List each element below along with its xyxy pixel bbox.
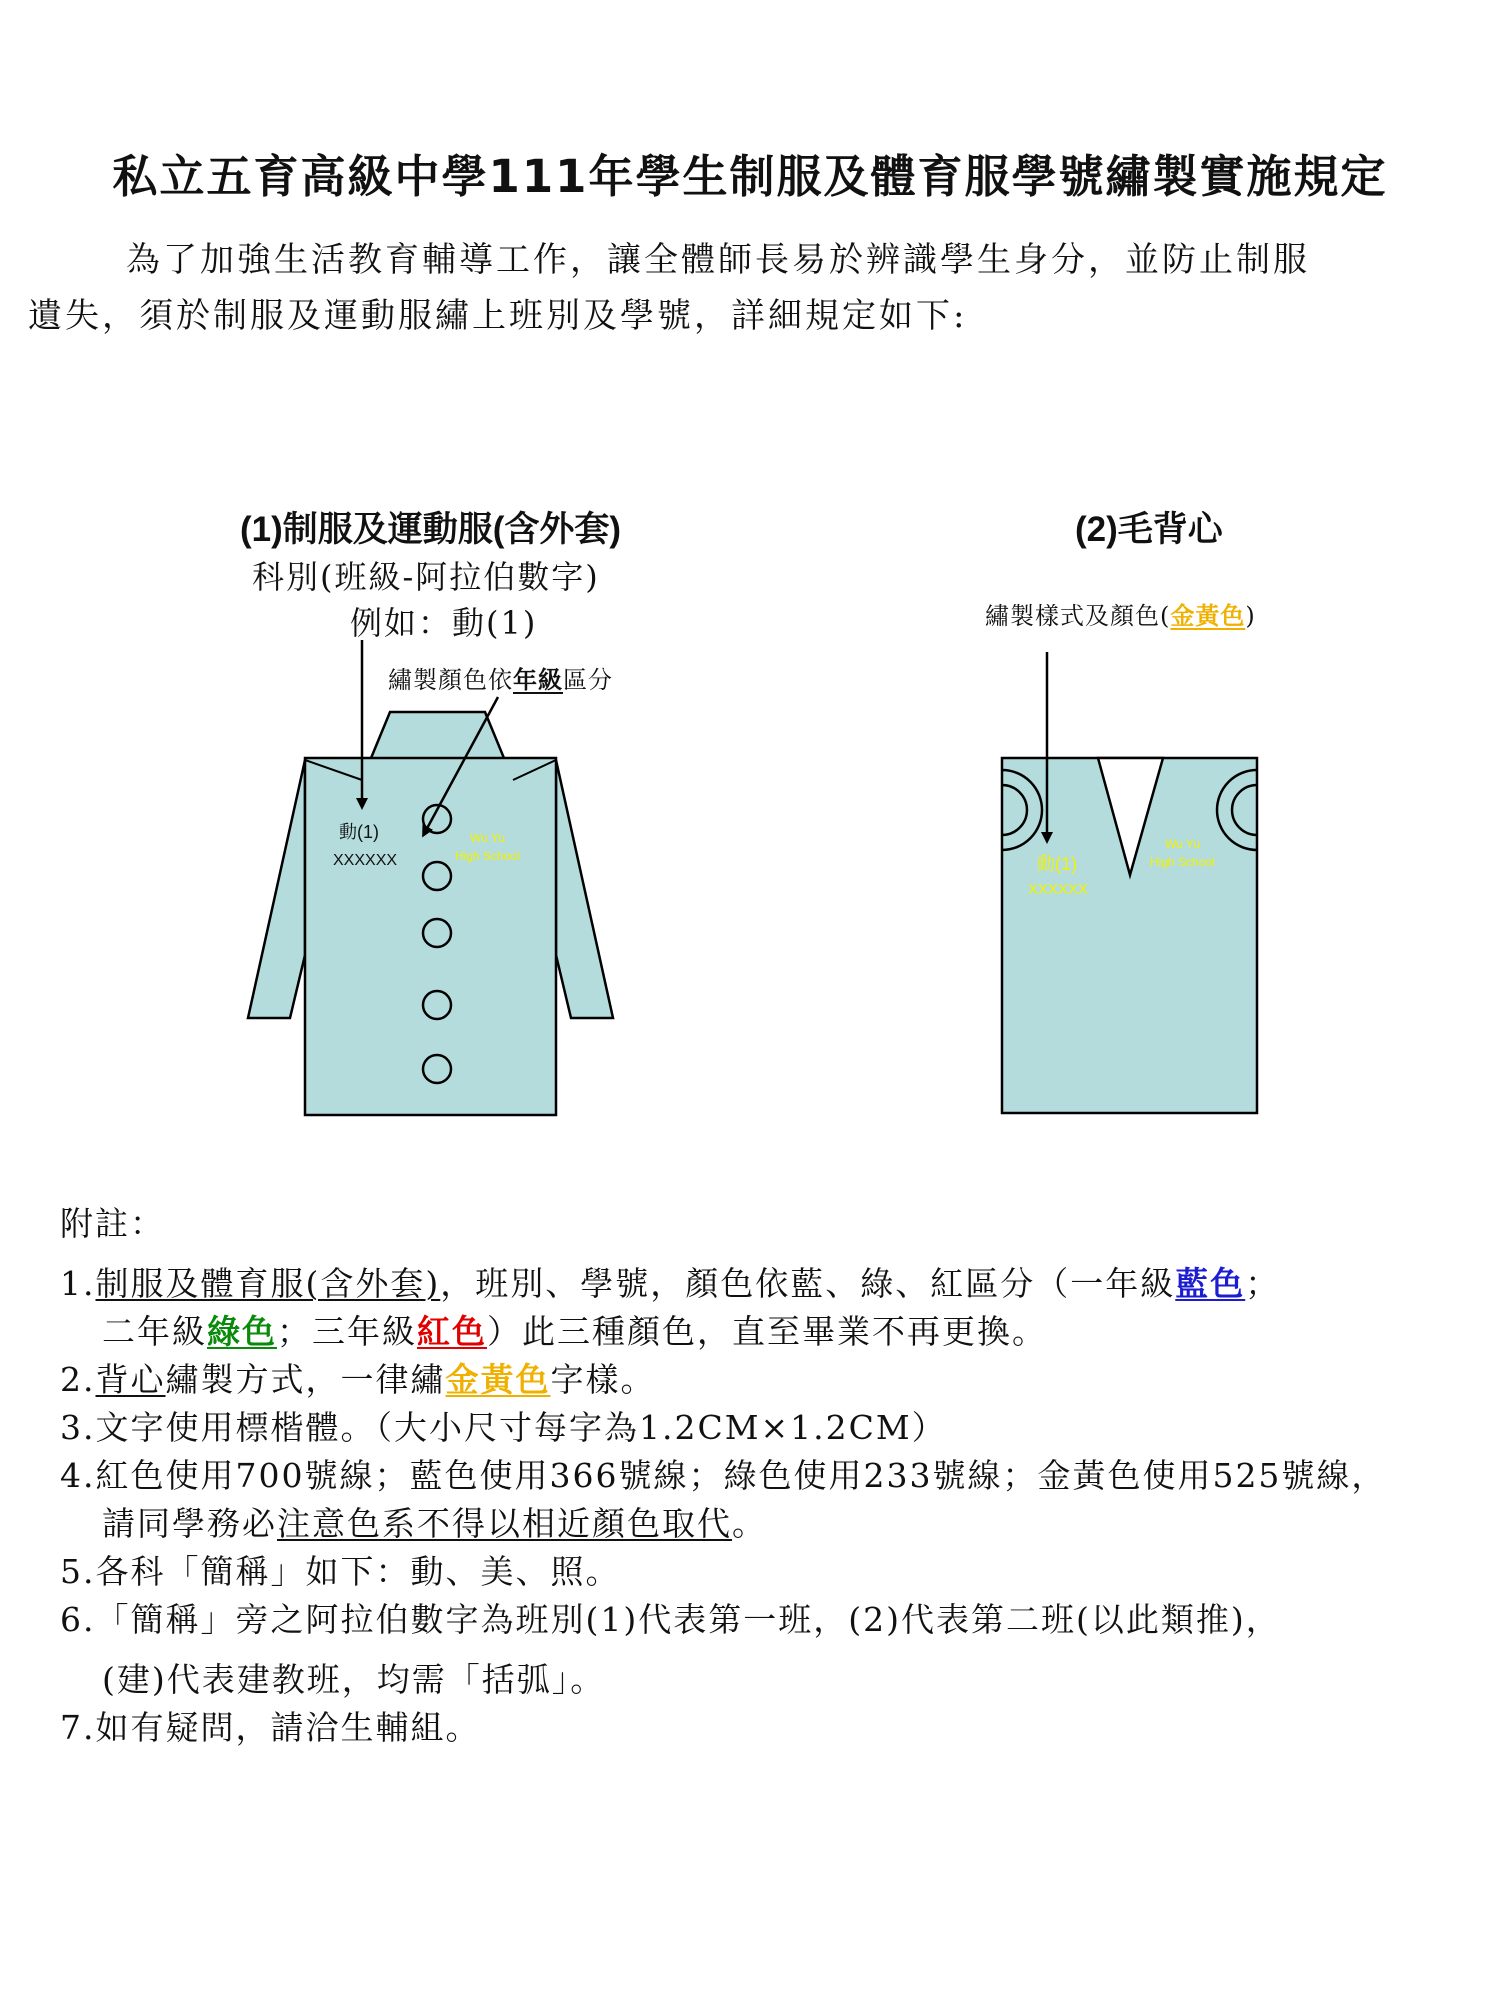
shirt-left-sleeve bbox=[248, 760, 305, 1018]
note-5: 5.各科「簡稱」如下：動、美、照。 bbox=[60, 1552, 621, 1591]
grade-color-note: 繡製顏色依年級區分 bbox=[388, 665, 613, 694]
vest-school-line2: High School bbox=[1150, 855, 1215, 869]
vest-class-embroidery: 動(1) bbox=[1037, 854, 1077, 874]
uniform-example-label: 例如：動(1) bbox=[350, 604, 538, 642]
uniform-format-label: 科別(班級-阿拉伯數字) bbox=[252, 558, 600, 596]
intro-line-1: 為了加強生活教育輔導工作，讓全體師長易於辨識學生身分，並防止制服 bbox=[126, 240, 1310, 280]
red-color-label: 紅色 bbox=[417, 1312, 487, 1351]
note-4-cont: 請同學務必注意色系不得以相近顏色取代。 bbox=[102, 1504, 767, 1543]
vest-note: 繡製樣式及顏色(金黃色) bbox=[985, 601, 1256, 630]
shirt-illustration bbox=[248, 640, 613, 1115]
vest-illustration bbox=[1002, 652, 1257, 1113]
grade-emphasis: 年級 bbox=[513, 665, 563, 694]
vest-id-embroidery: XXXXXX bbox=[1028, 881, 1089, 898]
note-3: 3.文字使用標楷體。（大小尺寸每字為1.2CM×1.2CM） bbox=[60, 1408, 947, 1447]
shirt-body bbox=[305, 758, 556, 1115]
vest-school-line1: Wu Yu bbox=[1165, 837, 1200, 851]
note-7: 7.如有疑問，請洽生輔組。 bbox=[60, 1708, 481, 1747]
shirt-school-line1: Wu Yu bbox=[470, 831, 505, 845]
shirt-right-sleeve bbox=[556, 760, 613, 1018]
green-color-label: 綠色 bbox=[207, 1312, 277, 1351]
note-4: 4.紅色使用700號線；藍色使用366號線；綠色使用233號線；金黃色使用525號線， bbox=[60, 1456, 1387, 1495]
note-1: 1.制服及體育服(含外套)，班別、學號，顏色依藍、綠、紅區分（一年級藍色； bbox=[60, 1264, 1281, 1303]
notes-header: 附註： bbox=[60, 1204, 165, 1243]
note-2: 2.背心繡製方式，一律繡金黃色字樣。 bbox=[60, 1360, 656, 1399]
page-title: 私立五育高級中學111年學生制服及體育服學號繡製實施規定 bbox=[112, 150, 1388, 203]
note-6: 6.「簡稱」旁之阿拉伯數字為班別(1)代表第一班，(2)代表第二班(以此類推)， bbox=[60, 1600, 1281, 1639]
shirt-school-line2: High School bbox=[455, 849, 520, 863]
uniform-caption: (1)制服及運動服(含外套) bbox=[240, 510, 622, 549]
intro-line-2: 遺失，須於制服及運動服繡上班別及學號，詳細規定如下: bbox=[28, 296, 968, 336]
note-1-cont: 二年級綠色；三年級紅色）此三種顏色，直至畢業不再更換。 bbox=[102, 1312, 1047, 1351]
note-6-cont: (建)代表建教班，均需「括弧」。 bbox=[102, 1660, 606, 1699]
gold-color-label: 金黃色 bbox=[445, 1360, 551, 1399]
vest-caption: (2)毛背心 bbox=[1075, 510, 1223, 549]
blue-color-label: 藍色 bbox=[1175, 1264, 1246, 1303]
shirt-id-embroidery: XXXXXX bbox=[333, 852, 398, 869]
vest-gold-label: 金黃色 bbox=[1170, 601, 1246, 630]
notes-section bbox=[60, 1200, 1480, 1752]
shirt-class-embroidery: 動(1) bbox=[339, 822, 379, 842]
